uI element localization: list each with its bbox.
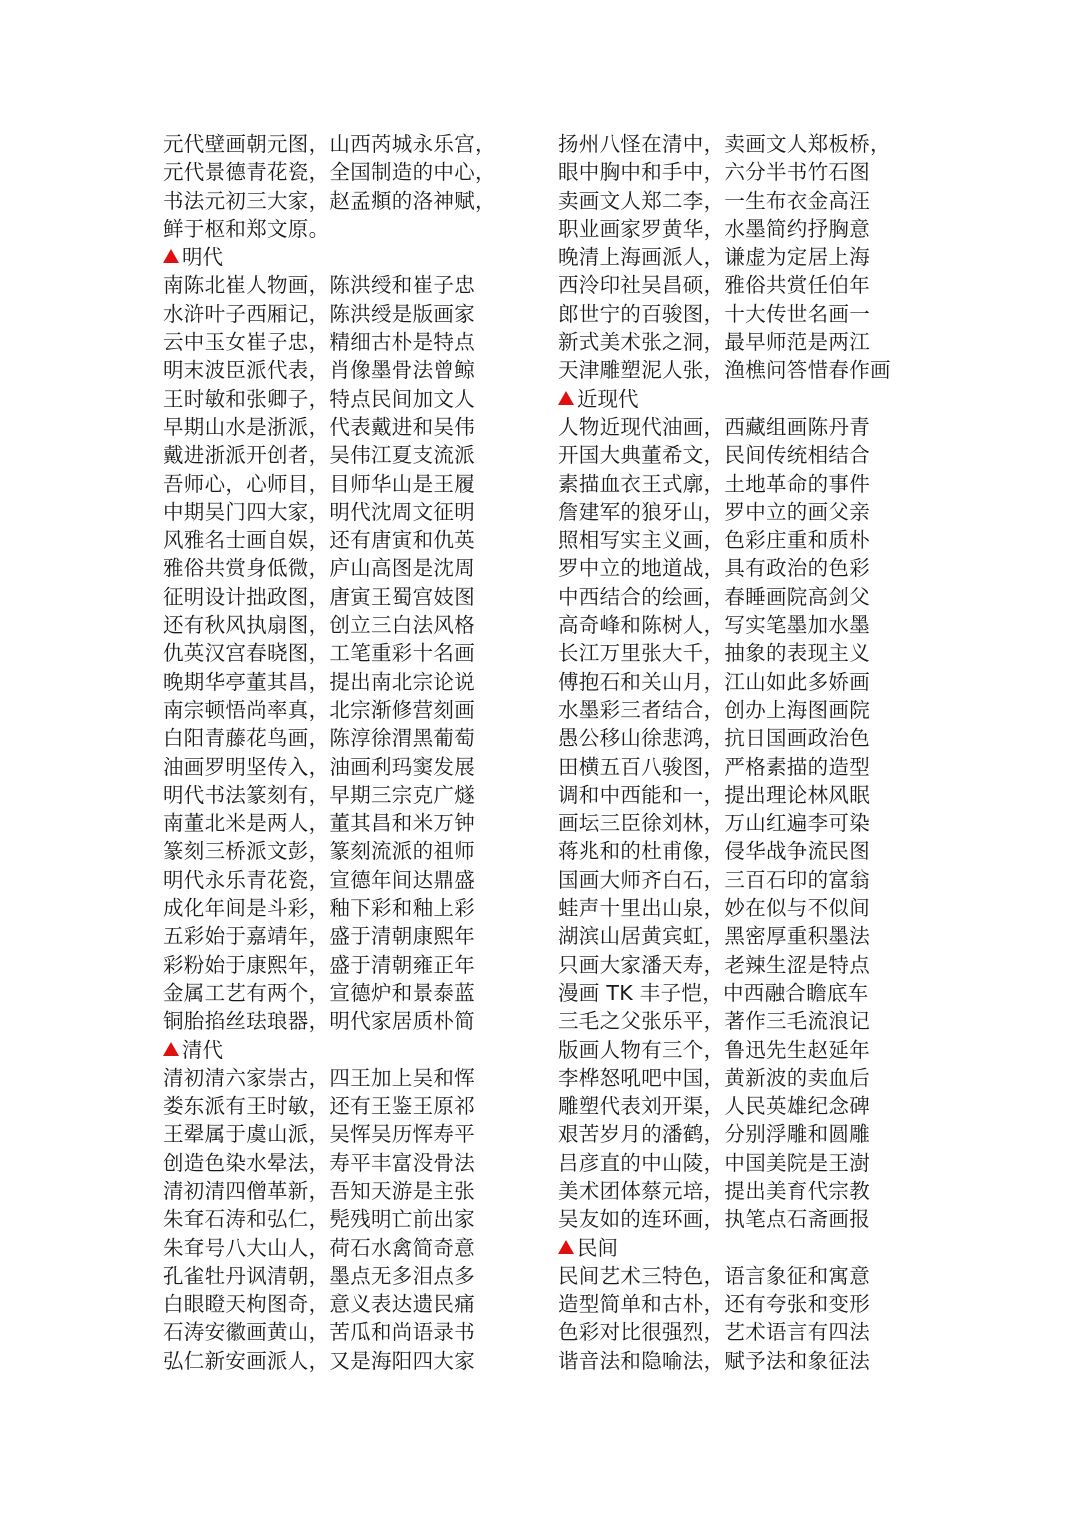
text-line: 白眼瞪天枸图奇，意义表达遗民痛	[163, 1292, 475, 1317]
red-triangle-icon	[163, 249, 179, 263]
section-heading-label: 明代	[182, 245, 223, 270]
text-line: 仇英汉宫春晓图，工笔重彩十名画	[163, 641, 475, 666]
text-line: 水浒叶子西厢记，陈洪绶是版画家	[163, 301, 475, 326]
text-line: 新式美术张之洞，最早师范是两江	[558, 330, 870, 355]
text-line: 三毛之父张乐平，著作三毛流浪记	[558, 1009, 870, 1034]
text-line: 明代书法篆刻有，早期三宗克广燧	[163, 782, 475, 807]
text-line: 谐音法和隐喻法，赋予法和象征法	[558, 1348, 870, 1373]
text-line: 职业画家罗黄华，水墨简约抒胸意	[558, 216, 870, 241]
text-line: 天津雕塑泥人张，渔樵问答惜春作画	[558, 358, 891, 383]
text-line: 石涛安徽画黄山，苦瓜和尚语录书	[163, 1320, 475, 1345]
text-line: 吾师心，心师目，目师华山是王履	[163, 471, 475, 496]
text-line: 清初清四僧革新，吾知天游是主张	[163, 1178, 475, 1203]
section-heading-label: 清代	[182, 1037, 223, 1062]
text-line: 南陈北崔人物画，陈洪绶和崔子忠	[163, 273, 475, 298]
section-heading	[163, 1036, 543, 1064]
text-line: 吕彦直的中山陵，中国美院是王澍	[558, 1150, 870, 1175]
text-line: 高奇峰和陈树人，写实笔墨加水墨	[558, 613, 870, 638]
text-line: 素描血衣王式廓，土地革命的事件	[558, 471, 870, 496]
text-line: 朱耷石涛和弘仁，髡残明亡前出家	[163, 1207, 475, 1232]
text-line: 元代景德青花瓷，全国制造的中心，	[163, 160, 496, 185]
text-line: 人物近现代油画，西藏组画陈丹青	[558, 414, 870, 439]
text-line: 金属工艺有两个，宣德炉和景泰蓝	[163, 980, 475, 1005]
text-line: 雅俗共赏身低微，庐山高图是沈周	[163, 556, 475, 581]
red-triangle-icon	[558, 391, 574, 405]
text-line: 晚清上海画派人，谦虚为定居上海	[558, 245, 870, 270]
text-line: 造型简单和古朴，还有夸张和变形	[558, 1292, 870, 1317]
text-line: 鲜于枢和郑文原。	[163, 216, 330, 241]
text-line: 水墨彩三者结合，创办上海图画院	[558, 697, 870, 722]
text-line: 风雅名士画自娱，还有唐寅和仇英	[163, 528, 475, 553]
text-line: 晚期华亭董其昌，提出南北宗论说	[163, 669, 475, 694]
text-line: 詹建军的狼牙山，罗中立的画父亲	[558, 499, 870, 524]
text-line: 王时敏和张卿子，特点民间加文人	[163, 386, 475, 411]
text-line: 还有秋风执扇图，创立三白法风格	[163, 613, 475, 638]
text-line: 蒋兆和的杜甫像，侵华战争流民图	[558, 839, 870, 864]
text-line: 南宗顿悟尚率真，北宗渐修营刻画	[163, 697, 475, 722]
text-line: 调和中西能和一，提出理论林风眠	[558, 782, 870, 807]
text-line: 只画大家潘天寿，老辣生涩是特点	[558, 952, 870, 977]
text-line: 雕塑代表刘开渠，人民英雄纪念碑	[558, 1094, 870, 1119]
text-line: 吴友如的连环画，执笔点石斋画报	[558, 1207, 870, 1232]
text-line: 版画人物有三个，鲁迅先生赵延年	[558, 1037, 870, 1062]
text-line: 眼中胸中和手中，六分半书竹石图	[558, 160, 870, 185]
text-line: 西泠印社吴昌硕，雅俗共赏任伯年	[558, 273, 870, 298]
text-line: 湖滨山居黄宾虹，黑密厚重积墨法	[558, 924, 870, 949]
text-line: 李桦怒吼吧中国，黄新波的卖血后	[558, 1065, 870, 1090]
text-line: 蛙声十里出山泉，妙在似与不似间	[558, 896, 870, 921]
text-line: 色彩对比很强烈，艺术语言有四法	[558, 1320, 870, 1345]
text-line: 征明设计拙政图，唐寅王蜀宫妓图	[163, 584, 475, 609]
section-heading	[558, 385, 938, 413]
section-heading	[558, 1234, 938, 1262]
text-line: 漫画 TK 丰子恺，中西融合瞻底车	[558, 980, 869, 1005]
text-line: 创造色染水晕法，寿平丰富没骨法	[163, 1150, 475, 1175]
text-line: 开国大典董希文，民间传统相结合	[558, 443, 870, 468]
text-line: 照相写实主义画，色彩庄重和质朴	[558, 528, 870, 553]
section-heading	[163, 243, 543, 271]
text-line: 篆刻三桥派文彭，篆刻流派的祖师	[163, 839, 475, 864]
red-triangle-icon	[163, 1042, 179, 1056]
red-triangle-icon	[558, 1240, 574, 1254]
text-line: 美术团体蔡元培，提出美育代宗教	[558, 1178, 870, 1203]
text-line: 王翚属于虞山派，吴恽吴历恽寿平	[163, 1122, 475, 1147]
text-line: 傅抱石和关山月，江山如此多娇画	[558, 669, 870, 694]
text-line: 中西结合的绘画，春睡画院高剑父	[558, 584, 870, 609]
text-line: 民间艺术三特色，语言象征和寓意	[558, 1263, 870, 1288]
text-line: 油画罗明坚传入，油画利玛窦发展	[163, 754, 475, 779]
right-text-column	[558, 130, 938, 1375]
text-line: 田横五百八骏图，严格素描的造型	[558, 754, 870, 779]
text-line: 成化年间是斗彩，釉下彩和釉上彩	[163, 896, 475, 921]
text-line: 朱耷号八大山人，荷石水禽简奇意	[163, 1235, 475, 1260]
text-line: 画坛三臣徐刘林，万山红遍李可染	[558, 811, 870, 836]
text-line: 云中玉女崔子忠，精细古朴是特点	[163, 330, 475, 355]
text-line: 彩粉始于康熙年，盛于清朝雍正年	[163, 952, 475, 977]
left-text-column	[163, 130, 543, 1375]
text-line: 戴进浙派开创者，吴伟江夏支流派	[163, 443, 475, 468]
text-line: 娄东派有王时敏，还有王鉴王原祁	[163, 1094, 475, 1119]
text-line: 明代永乐青花瓷，宣德年间达鼎盛	[163, 867, 475, 892]
text-line: 愚公移山徐悲鸿，抗日国画政治色	[558, 726, 870, 751]
text-line: 弘仁新安画派人，又是海阳四大家	[163, 1348, 475, 1373]
text-line: 早期山水是浙派，代表戴进和吴伟	[163, 414, 475, 439]
text-line: 清初清六家崇古，四王加上吴和恽	[163, 1065, 475, 1090]
text-line: 罗中立的地道战，具有政治的色彩	[558, 556, 870, 581]
text-line: 中期吴门四大家，明代沈周文征明	[163, 499, 475, 524]
text-line: 五彩始于嘉靖年，盛于清朝康熙年	[163, 924, 475, 949]
text-line: 孔雀牡丹讽清朝，墨点无多泪点多	[163, 1263, 475, 1288]
text-line: 南董北米是两人，董其昌和米万钟	[163, 811, 475, 836]
text-line: 卖画文人郑二李，一生布衣金高汪	[558, 188, 870, 213]
text-line: 艰苦岁月的潘鹤，分别浮雕和圆雕	[558, 1122, 870, 1147]
text-line: 书法元初三大家，赵孟頫的洛神赋，	[163, 188, 496, 213]
text-line: 白阳青藤花鸟画，陈淳徐渭黑葡萄	[163, 726, 475, 751]
text-line: 铜胎掐丝珐琅器，明代家居质朴简	[163, 1009, 475, 1034]
text-line: 郎世宁的百骏图，十大传世名画一	[558, 301, 870, 326]
text-line: 长江万里张大千，抽象的表现主义	[558, 641, 870, 666]
section-heading-label: 近现代	[577, 386, 639, 411]
section-heading-label: 民间	[577, 1235, 618, 1260]
text-line: 扬州八怪在清中，卖画文人郑板桥，	[558, 132, 891, 156]
text-line: 明末波臣派代表，肖像墨骨法曾鲸	[163, 358, 475, 383]
text-line: 元代壁画朝元图，山西芮城永乐宫，	[163, 132, 496, 156]
text-line: 国画大师齐白石，三百石印的富翁	[558, 867, 870, 892]
